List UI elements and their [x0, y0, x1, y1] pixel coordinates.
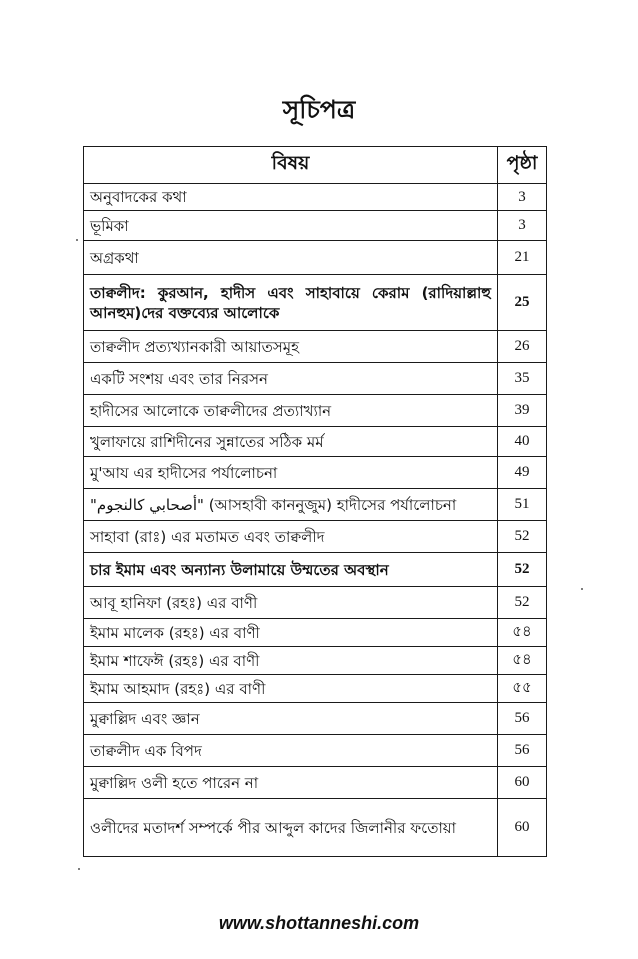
row-subject: খুলাফায়ে রাশিদীনের সুন্নাতের সঠিক মর্ম: [84, 427, 498, 457]
table-row: [84, 619, 547, 647]
row-page: 49: [498, 457, 547, 489]
row-subject: আবূ হানিফা (রহঃ) এর বাণী: [84, 587, 498, 619]
row-page: ৫৫: [498, 675, 547, 703]
row-page: 3: [498, 184, 547, 211]
table-row: [84, 703, 547, 735]
row-page: 39: [498, 395, 547, 427]
row-page: 40: [498, 427, 547, 457]
row-subject: মু'আয এর হাদীসের পর্যালোচনা: [84, 457, 498, 489]
scan-speck: [581, 588, 583, 590]
table-row: [84, 767, 547, 799]
table-row: [84, 241, 547, 275]
row-subject: তাক্বলীদ এক বিপদ: [84, 735, 498, 767]
row-subject: চার ইমাম এবং অন্যান্য উলামায়ে উম্মতের অবস্থান: [84, 553, 498, 587]
row-subject: মুক্বাল্লিদ ওলী হতে পারেন না: [84, 767, 498, 799]
row-subject: ইমাম শাফেঈ (রহঃ) এর বাণী: [84, 647, 498, 675]
table-row: [84, 184, 547, 211]
row-page: ৫৪: [498, 619, 547, 647]
row-page: ৫৪: [498, 647, 547, 675]
table-row: [84, 489, 547, 521]
scan-speck: [76, 239, 78, 241]
row-page: 52: [498, 521, 547, 553]
row-subject: তাক্বলীদ: কুরআন, হাদীস এবং সাহাবায়ে কেরাম (রাদিয়াল্লাহু আনহুম)দের বক্তব্যের আলোকে: [84, 275, 498, 331]
row-subject: একটি সংশয় এবং তার নিরসন: [84, 363, 498, 395]
row-page: 60: [498, 799, 547, 857]
row-subject: ভূমিকা: [84, 211, 498, 241]
page-title: সূচিপত্র: [282, 95, 356, 124]
row-page: 25: [498, 275, 547, 331]
table-row: [84, 521, 547, 553]
row-subject: হাদীসের আলোকে তাক্বলীদের প্রত্যাখ্যান: [84, 395, 498, 427]
table-row: [84, 275, 547, 331]
website-footer: www.shottanneshi.com: [218, 913, 420, 933]
table-row: [84, 735, 547, 767]
row-page: 56: [498, 735, 547, 767]
table-row: [84, 647, 547, 675]
scan-speck: [78, 868, 80, 870]
header-page: পৃষ্ঠা: [498, 147, 547, 184]
row-page: 60: [498, 767, 547, 799]
row-page: 56: [498, 703, 547, 735]
table-row: [84, 395, 547, 427]
row-subject: মুক্বাল্লিদ এবং জ্ঞান: [84, 703, 498, 735]
table-row: [84, 799, 547, 857]
row-page: 21: [498, 241, 547, 275]
row-subject: ওলীদের মতাদর্শ সম্পর্কে পীর আব্দুল কাদের জিলানীর ফতোয়া: [84, 799, 498, 857]
row-subject: ইমাম মালেক (রহঃ) এর বাণী: [84, 619, 498, 647]
row-subject: অগ্রকথা: [84, 241, 498, 275]
row-subject: অনুবাদকের কথা: [84, 184, 498, 211]
table-header-row: [84, 147, 547, 184]
table-row: [84, 363, 547, 395]
row-subject: "أصحابي كالنجوم" (আসহাবী কাননুজুম) হাদীসের পর্যালোচনা: [84, 489, 498, 521]
row-subject: ইমাম আহমাদ (রহঃ) এর বাণী: [84, 675, 498, 703]
row-page: 26: [498, 331, 547, 363]
row-page: 35: [498, 363, 547, 395]
table-row: [84, 457, 547, 489]
header-subject: বিষয়: [84, 147, 498, 184]
row-page: 52: [498, 587, 547, 619]
row-page: 51: [498, 489, 547, 521]
table-of-contents: [83, 146, 547, 857]
row-page: 3: [498, 211, 547, 241]
table-row: [84, 331, 547, 363]
row-subject: সাহাবা (রাঃ) এর মতামত এবং তাক্বলীদ: [84, 521, 498, 553]
table-row: [84, 427, 547, 457]
table-row: [84, 675, 547, 703]
row-subject: তাক্বলীদ প্রত্যখ্যানকারী আয়াতসমূহ: [84, 331, 498, 363]
table-row: [84, 587, 547, 619]
table-row: [84, 553, 547, 587]
table-row: [84, 211, 547, 241]
row-page: 52: [498, 553, 547, 587]
